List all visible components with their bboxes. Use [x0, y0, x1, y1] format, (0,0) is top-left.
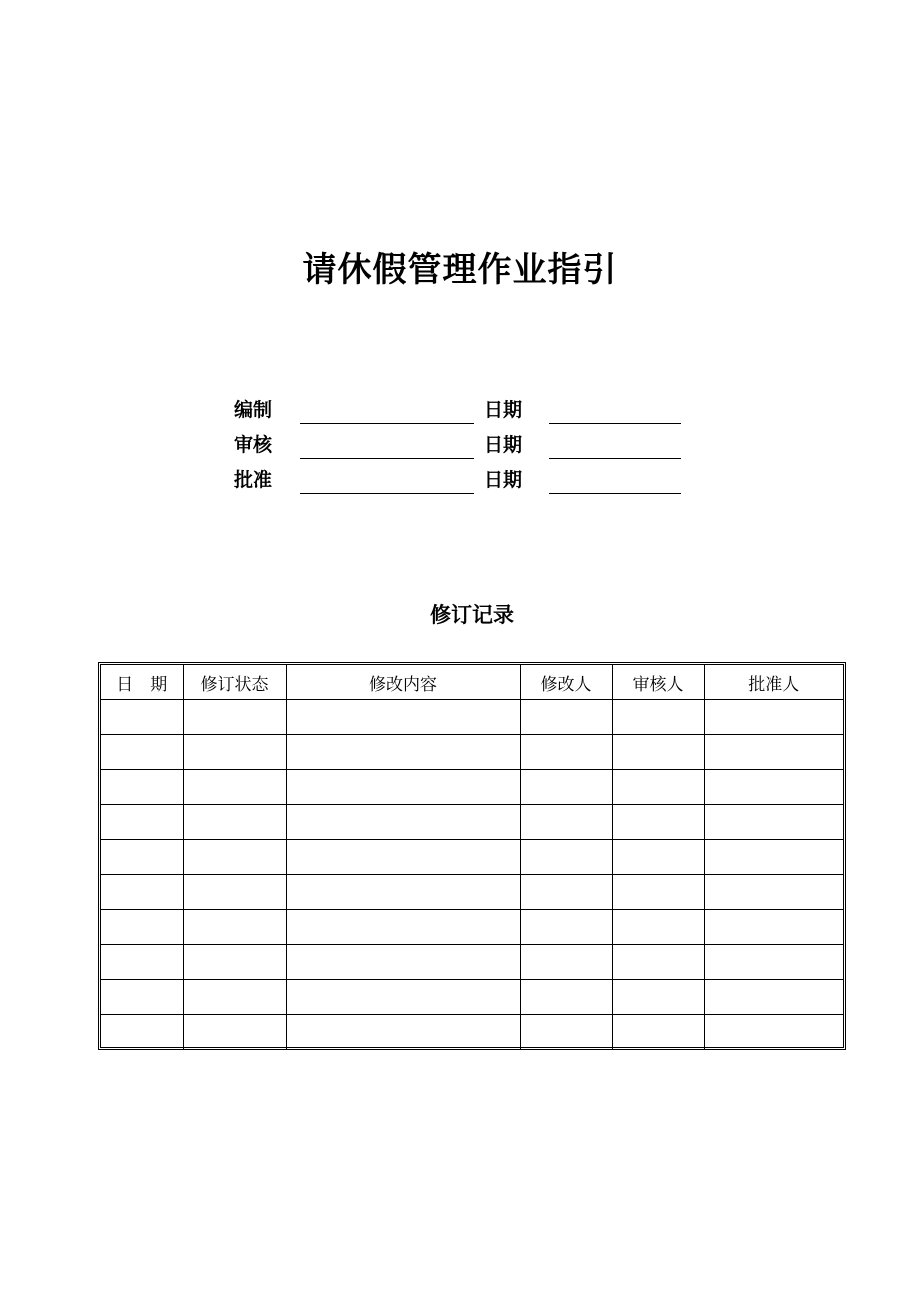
table-cell[interactable] [183, 875, 286, 910]
prepared-by-label: 编制 [234, 399, 273, 421]
table-cell[interactable] [183, 1015, 286, 1050]
table-cell[interactable] [183, 700, 286, 735]
table-cell[interactable] [704, 735, 843, 770]
approved-date-line[interactable] [549, 493, 681, 494]
approved-by-line[interactable] [300, 493, 474, 494]
revision-record-title: 修订记录 [430, 603, 514, 627]
col-header-approved-by: 批准人 [704, 665, 843, 700]
revision-table-frame [98, 662, 846, 1050]
table-cell[interactable] [612, 980, 704, 1015]
table-row [101, 910, 843, 945]
approved-date-label: 日期 [484, 469, 523, 491]
table-cell[interactable] [183, 910, 286, 945]
reviewed-date-label: 日期 [484, 434, 523, 456]
table-cell[interactable] [520, 700, 612, 735]
table-cell[interactable] [520, 1015, 612, 1050]
table-cell[interactable] [704, 875, 843, 910]
table-cell[interactable] [520, 770, 612, 805]
table-cell[interactable] [101, 840, 183, 875]
table-cell[interactable] [520, 910, 612, 945]
table-cell[interactable] [520, 805, 612, 840]
prepared-date-line[interactable] [549, 423, 681, 424]
col-header-reviewed-by: 审核人 [612, 665, 704, 700]
table-cell[interactable] [286, 805, 520, 840]
table-cell[interactable] [612, 840, 704, 875]
table-row [101, 735, 843, 770]
table-cell[interactable] [101, 770, 183, 805]
table-cell[interactable] [704, 840, 843, 875]
signoff-block [234, 395, 694, 500]
table-cell[interactable] [286, 910, 520, 945]
table-cell[interactable] [286, 980, 520, 1015]
table-cell[interactable] [101, 735, 183, 770]
table-cell[interactable] [101, 945, 183, 980]
table-cell[interactable] [704, 700, 843, 735]
reviewed-by-label: 审核 [234, 434, 273, 456]
table-cell[interactable] [101, 805, 183, 840]
col-header-revision-status: 修订状态 [183, 665, 286, 700]
reviewed-by-line[interactable] [300, 458, 474, 459]
table-cell[interactable] [286, 770, 520, 805]
table-cell[interactable] [704, 770, 843, 805]
revision-header-row [101, 665, 843, 700]
table-cell[interactable] [612, 735, 704, 770]
table-cell[interactable] [286, 735, 520, 770]
table-row [101, 805, 843, 840]
signoff-row-approved [234, 465, 694, 500]
table-cell[interactable] [286, 840, 520, 875]
table-cell[interactable] [612, 805, 704, 840]
table-cell[interactable] [101, 700, 183, 735]
table-cell[interactable] [704, 980, 843, 1015]
table-cell[interactable] [101, 1015, 183, 1050]
revision-table [101, 665, 843, 1049]
table-cell[interactable] [101, 980, 183, 1015]
table-cell[interactable] [183, 735, 286, 770]
table-cell[interactable] [520, 875, 612, 910]
prepared-by-line[interactable] [300, 423, 474, 424]
table-row [101, 875, 843, 910]
revision-table-body [101, 700, 843, 1050]
table-cell[interactable] [183, 770, 286, 805]
table-cell[interactable] [101, 910, 183, 945]
table-cell[interactable] [704, 805, 843, 840]
table-cell[interactable] [612, 875, 704, 910]
col-header-change-content: 修改内容 [286, 665, 520, 700]
table-cell[interactable] [520, 840, 612, 875]
table-row [101, 840, 843, 875]
table-row [101, 1015, 843, 1050]
table-cell[interactable] [612, 910, 704, 945]
table-cell[interactable] [101, 875, 183, 910]
col-header-date: 日 期 [101, 665, 183, 700]
table-cell[interactable] [183, 945, 286, 980]
table-cell[interactable] [286, 875, 520, 910]
document-title: 请休假管理作业指引 [302, 250, 618, 290]
table-cell[interactable] [704, 945, 843, 980]
approved-by-label: 批准 [234, 469, 273, 491]
table-cell[interactable] [612, 700, 704, 735]
prepared-date-label: 日期 [484, 399, 523, 421]
signoff-row-reviewed [234, 430, 694, 465]
table-cell[interactable] [612, 945, 704, 980]
table-cell[interactable] [704, 910, 843, 945]
table-row [101, 700, 843, 735]
table-cell[interactable] [612, 1015, 704, 1050]
table-cell[interactable] [612, 770, 704, 805]
table-cell[interactable] [520, 735, 612, 770]
table-row [101, 980, 843, 1015]
reviewed-date-line[interactable] [549, 458, 681, 459]
table-cell[interactable] [520, 980, 612, 1015]
table-row [101, 770, 843, 805]
table-cell[interactable] [183, 980, 286, 1015]
table-cell[interactable] [704, 1015, 843, 1050]
table-row [101, 945, 843, 980]
table-cell[interactable] [183, 840, 286, 875]
signoff-row-prepared [234, 395, 694, 430]
table-cell[interactable] [286, 1015, 520, 1050]
table-cell[interactable] [520, 945, 612, 980]
table-cell[interactable] [286, 700, 520, 735]
col-header-modified-by: 修改人 [520, 665, 612, 700]
table-cell[interactable] [183, 805, 286, 840]
table-cell[interactable] [286, 945, 520, 980]
